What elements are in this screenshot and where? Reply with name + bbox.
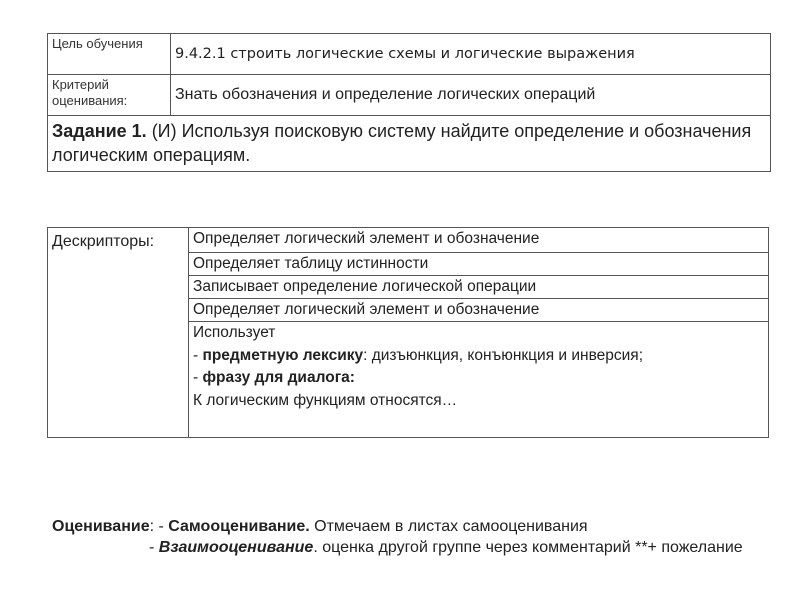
task-cell bbox=[48, 116, 771, 172]
assessment-line-peer bbox=[52, 537, 792, 558]
vocab-bold: предметную лексику bbox=[202, 346, 364, 364]
descriptor-item: Определяет логический элемент и обозначение bbox=[189, 228, 769, 253]
vocab-prefix: - bbox=[193, 346, 203, 364]
descriptor-item: Определяет логический элемент и обозначение bbox=[189, 299, 769, 322]
assessment-line-self bbox=[52, 516, 792, 537]
descriptor-uses bbox=[189, 322, 769, 438]
descriptors-table bbox=[47, 227, 769, 438]
peer-dash: - bbox=[149, 539, 159, 556]
goal-row bbox=[48, 34, 771, 75]
vocab-rest: : дизъюнкция, конъюнкция и инверсия; bbox=[363, 346, 644, 364]
phrase-colon: : bbox=[349, 369, 355, 386]
descriptor-row bbox=[48, 228, 769, 253]
peer-assessment-bold: Взаимооценивание bbox=[158, 539, 314, 556]
descriptor-item: Определяет таблицу истинности bbox=[189, 253, 769, 276]
task-row bbox=[48, 116, 771, 172]
uses-phrase bbox=[193, 367, 764, 390]
criteria-row bbox=[48, 75, 771, 116]
descriptor-item: Записывает определение логической операции bbox=[189, 276, 769, 299]
assessment-block bbox=[52, 516, 792, 558]
criteria-value: Знать обозначения и определение логических операций bbox=[171, 75, 771, 116]
self-assessment-bold: Самооценивание. bbox=[168, 518, 310, 535]
descriptors-label: Дескрипторы: bbox=[48, 228, 189, 438]
task-number: Задание 1. bbox=[52, 121, 147, 141]
phrase-example: К логическим функциям относятся… bbox=[193, 391, 458, 409]
assessment-label: Оценивание bbox=[52, 518, 150, 535]
self-assessment-text: Отмечаем в листах самооценивания bbox=[309, 518, 588, 535]
peer-assessment-text: . оценка другой группе через комментарий **+ пожелание bbox=[313, 539, 743, 556]
phrase-prefix: - bbox=[193, 369, 203, 386]
uses-vocab bbox=[193, 345, 764, 368]
assessment-colon: : - bbox=[149, 518, 169, 535]
criteria-label: Критерий оценивания: bbox=[48, 75, 171, 116]
task-text: (И) Используя поисковую систему найдите определение и обозначения логическим операциям. bbox=[52, 121, 752, 165]
uses-intro: Использует bbox=[193, 324, 276, 341]
phrase-bold: фразу для диалога bbox=[202, 369, 350, 386]
goal-value: 9.4.2.1 строить логические схемы и логические выражения bbox=[171, 34, 771, 75]
objective-table bbox=[47, 33, 771, 172]
goal-label: Цель обучения bbox=[48, 34, 171, 75]
